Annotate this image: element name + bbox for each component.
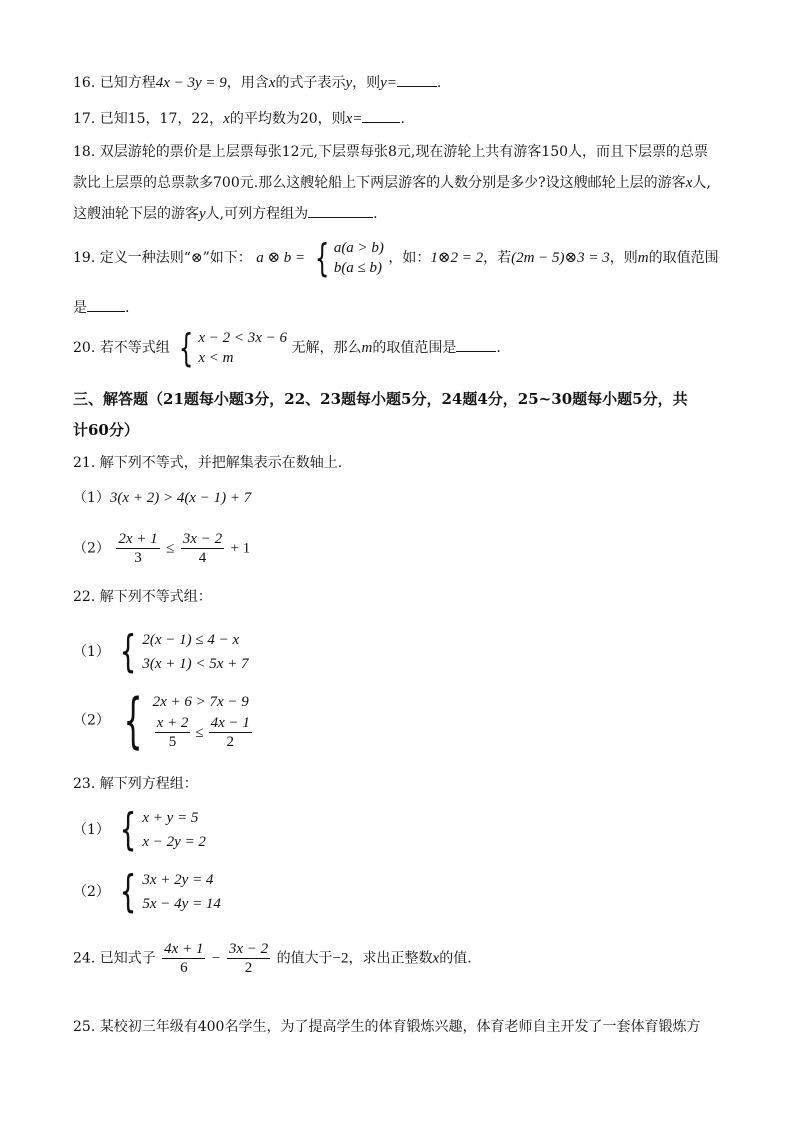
question-number: 24. bbox=[73, 950, 96, 967]
fraction: $\frac{3x - 2}{2}$ bbox=[228, 941, 269, 976]
fraction: $\frac{x + 2}{5}$ bbox=[156, 715, 189, 750]
question-16: 16. 已知方程4x − 3y = 9，用含x的式子表示y，则y= . bbox=[73, 72, 441, 94]
left-brace: { bbox=[119, 866, 137, 917]
question-18-line3: 这艘油轮下层的游客y人,可列方程组为 . bbox=[73, 203, 378, 225]
question-17: 17. 已知15，17，22，x的平均数为20，则x= . bbox=[73, 108, 405, 130]
answer-blank[interactable] bbox=[397, 72, 437, 87]
question-25: 25. 某校初三年级有400名学生，为了提高学生的体育锻炼兴趣，体育老师自主开发了一套体育锻炼方 bbox=[73, 1019, 701, 1035]
inequality-system: { x − 2 < 3x − 6 x < m bbox=[179, 326, 288, 370]
left-brace: { bbox=[123, 685, 144, 756]
question-number: 16. bbox=[73, 75, 96, 91]
left-brace: { bbox=[314, 236, 329, 280]
question-19-line1: 19. 定义一种法则“⊗”如下： a ⊗ b = { a(a > b) b(a ≤ b) ，如：1⊗2 = 2，若(2m − 5)⊗3 = 3，则m的取值范围 bbox=[73, 236, 719, 280]
left-brace: { bbox=[119, 804, 137, 855]
fraction: $\frac{4x - 1}{2}$ bbox=[210, 715, 250, 750]
question-21: 21. 解下列不等式，并把解集表示在数轴上. bbox=[73, 455, 343, 471]
answer-blank[interactable] bbox=[456, 337, 496, 352]
question-24: 24. 已知式子 $\frac{4x + 1}{6}$ − $\frac{3x - 2}{2}$ 的值大于−2，求出正整数x的值. bbox=[73, 941, 472, 976]
question-19-line2: 是 . bbox=[73, 297, 129, 319]
question-21-part1: （1）3(x + 2) > 4(x − 1) + 7 bbox=[73, 490, 252, 506]
equation-system: { 3x + 2y = 4 5x − 4y = 14 bbox=[119, 866, 221, 917]
question-18-line1: 18. 双层游轮的票价是上层票每张12元,下层票每张8元,现在游轮上共有游客150人，而且下层票的总票 bbox=[73, 144, 709, 160]
inequality: 3(x + 2) > 4(x − 1) + 7 bbox=[109, 490, 252, 506]
equation-system: { x + y = 5 x − 2y = 2 bbox=[119, 804, 206, 855]
question-21-part2: （2） $\frac{2x + 1}{3}$ ≤ $\frac{3x - 2}{4}$ + 1 bbox=[73, 531, 251, 566]
question-22-part2: （2） { 2x + 6 > 7x − 9 $\frac{x + 2}{5}$ ≤ $\frac{4x - 1}{2}$ bbox=[73, 690, 254, 751]
question-number: 17. bbox=[73, 111, 96, 127]
inequality-system: { 2(x − 1) ≤ 4 − x 3(x + 1) < 5x + 7 bbox=[119, 626, 249, 677]
piecewise-definition: { a(a > b) b(a ≤ b) bbox=[314, 236, 384, 280]
question-18-line2: 款比上层票的总票款多700元.那么这艘轮船上下两层游客的人数分别是多少?设这艘邮轮上层的游客x人, bbox=[73, 175, 711, 191]
section-heading-cont: 计60分） bbox=[73, 421, 139, 439]
fraction: $\frac{4x + 1}{6}$ bbox=[164, 941, 204, 976]
question-23-part1: （1） { x + y = 5 x − 2y = 2 bbox=[73, 804, 206, 855]
question-23-part2: （2） { 3x + 2y = 4 5x − 4y = 14 bbox=[73, 866, 221, 917]
question-number: 20. bbox=[73, 340, 96, 356]
equation: 4x − 3y = 9 bbox=[155, 75, 227, 91]
question-number: 25. bbox=[73, 1019, 96, 1035]
left-brace: { bbox=[119, 626, 137, 677]
fraction: $\frac{2x + 1}{3}$ bbox=[118, 531, 158, 566]
question-22: 22. 解下列不等式组： bbox=[73, 589, 212, 605]
inequality-system: { 2x + 6 > 7x − 9 $\frac{x + 2}{5}$ ≤ $\frac{4x - 1}{2}$ bbox=[123, 685, 250, 756]
question-22-part1: （1） { 2(x − 1) ≤ 4 − x 3(x + 1) < 5x + 7 bbox=[73, 626, 249, 677]
question-number: 18. bbox=[73, 144, 96, 160]
answer-blank[interactable] bbox=[308, 203, 373, 218]
answer-blank[interactable] bbox=[362, 108, 400, 123]
answer-blank[interactable] bbox=[87, 297, 125, 312]
question-number: 19. bbox=[73, 250, 96, 266]
question-number: 21. bbox=[73, 455, 96, 471]
question-23: 23. 解下列方程组： bbox=[73, 776, 198, 792]
fraction: $\frac{3x - 2}{4}$ bbox=[182, 531, 223, 566]
question-number: 22. bbox=[73, 589, 96, 605]
question-20: 20. 若不等式组 { x − 2 < 3x − 6 x < m 无解，那么m的取值范围是 . bbox=[73, 326, 501, 370]
section-heading: 三、解答题（21题每小题3分，22、23题每小题5分，24题4分，25~30题每小题5分，共 bbox=[73, 390, 688, 408]
left-brace: { bbox=[179, 326, 194, 370]
question-number: 23. bbox=[73, 776, 96, 792]
